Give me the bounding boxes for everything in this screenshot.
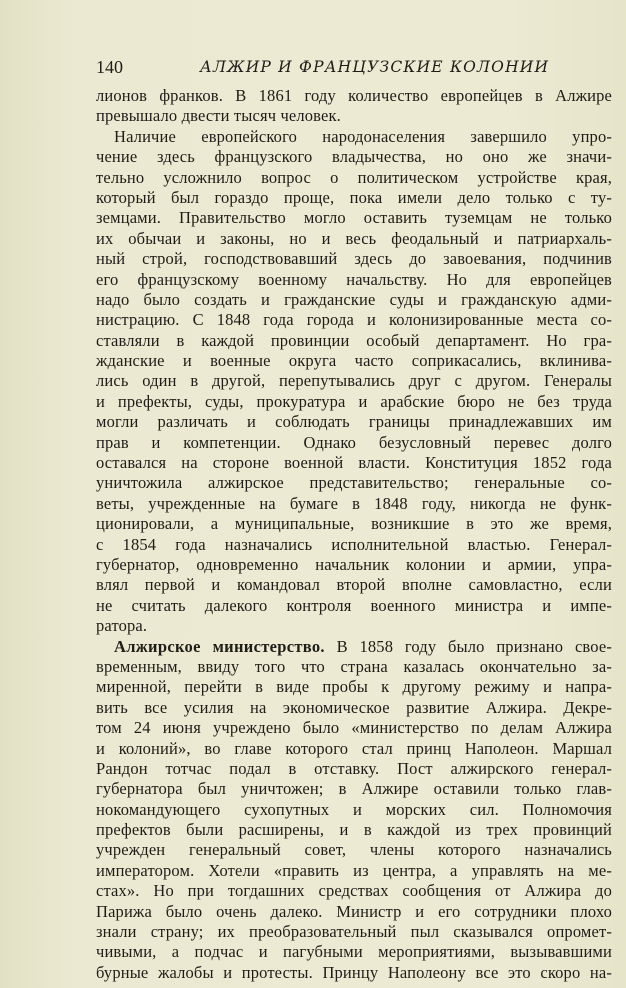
text-line: оставался на стороне военной власти. Конституция 1852 года (96, 453, 612, 473)
text-line: и префекты, суды, прокуратура и арабские бюро не без труда (96, 391, 612, 411)
section-heading: Алжирское министерство. (114, 636, 325, 656)
text-line: В 1858 году было признано свое- (336, 636, 612, 656)
text-line: уничтожила алжирское представительство; генеральные со- (96, 473, 612, 493)
text-line: чивыми, а подчас и пагубными мероприятиями, вызывавшими (96, 942, 612, 962)
text-line: Наличие европейского народонаселения завершило упро- (114, 126, 612, 146)
page-number: 140 (96, 57, 123, 77)
text-line: ционировали, а муниципальные, возникшие в это же время, (96, 514, 612, 534)
text-line: и колоний», во главе которого стал принц Наполеон. Маршал (96, 738, 612, 758)
page-header (96, 56, 550, 78)
text-line: стах». Но при тогдашних средствах сообщения от Алжира до (96, 881, 612, 901)
text-line: лионов франков. В 1861 году количество европейцев в Алжире (96, 86, 612, 105)
text-line: Парижа было очень далеко. Министр и его сотрудники плохо (96, 901, 612, 921)
text-line: миренной, перейти в виде пробы к другому режиму и напра- (96, 677, 612, 697)
text-line: бурные жалобы и протесты. Принцу Наполеону все это скоро на- (96, 962, 612, 982)
body-text (96, 86, 612, 983)
text-line: прав и компетенции. Однако безусловный перевес долго (96, 432, 612, 452)
text-line: не считать далекого контроля военного министра и импе- (96, 595, 612, 615)
text-line: губернатор, одновременно начальник колонии и армии, упра- (96, 554, 612, 574)
running-title: АЛЖИР И ФРАНЦУЗСКИЕ КОЛОНИИ (200, 58, 550, 76)
text-line: тельно усложнило вопрос о политическом устройстве края, (96, 167, 612, 187)
text-line: ратора. (96, 616, 148, 636)
text-line: Рандон тотчас подал в отставку. Пост алжирского генерал- (96, 758, 612, 778)
text-line: который был гораздо проще, пока имели дело только с ту- (96, 187, 612, 207)
text-line: надо было создать и гражданские суды и гражданскую адми- (96, 289, 612, 309)
text-line: веты, учрежденные на бумаге в 1848 году, никогда не функ- (96, 493, 612, 513)
text-line: могли различать и соблюдать границы принадлежавших им (96, 412, 612, 432)
text-line: ный строй, господствовавший здесь до завоевания, подчинив (96, 249, 612, 269)
text-line: ставляли в каждой провинции особый департамент. Но гра- (96, 330, 612, 350)
text-line: с 1854 года назначались исполнительной властью. Генерал- (96, 534, 612, 554)
text-line: учрежден генеральный совет, члены которого назначались (96, 840, 612, 860)
text-line: влял первой и командовал второй вполне самовластно, если (96, 575, 612, 595)
text-line: жданские и военные округа часто соприкасались, вклинива- (96, 351, 612, 371)
text-line: императором. Хотели «править из центра, а управлять на ме- (96, 860, 612, 880)
text-line: лись один в другой, перепутывались друг с другом. Генералы (96, 371, 612, 391)
text-line: том 24 июня учреждено было «министерство по делам Алжира (96, 718, 612, 738)
text-line: земцами. Правительство могло оставить туземцам не только (96, 208, 612, 228)
text-line: префектов были расширены, и в каждой из трех провинций (96, 820, 612, 840)
text-line: нокомандующего сухопутных и морских сил. Полномочия (96, 799, 612, 819)
text-line: временным, ввиду того что страна казалась окончательно за- (96, 656, 612, 676)
section-first-line (96, 637, 612, 657)
text-line: губернатора был уничтожен; в Алжире оставили только глав- (96, 779, 612, 799)
text-line: нистрацию. С 1848 года города и колонизированные места со- (96, 310, 612, 330)
text-line: вить все усилия на экономическое развитие Алжира. Декре- (96, 697, 612, 717)
text-line: его французскому военному начальству. Но для европейцев (96, 269, 612, 289)
text-line: знали страну; их преобразовательный пыл сказывался опромет- (96, 922, 612, 942)
text-line: чение здесь французского владычества, но оно же значи- (96, 147, 612, 167)
text-line: их обычаи и законы, но и весь феодальный и патриархаль- (96, 228, 612, 248)
text-line: превышало двести тысяч человек. (96, 106, 341, 126)
